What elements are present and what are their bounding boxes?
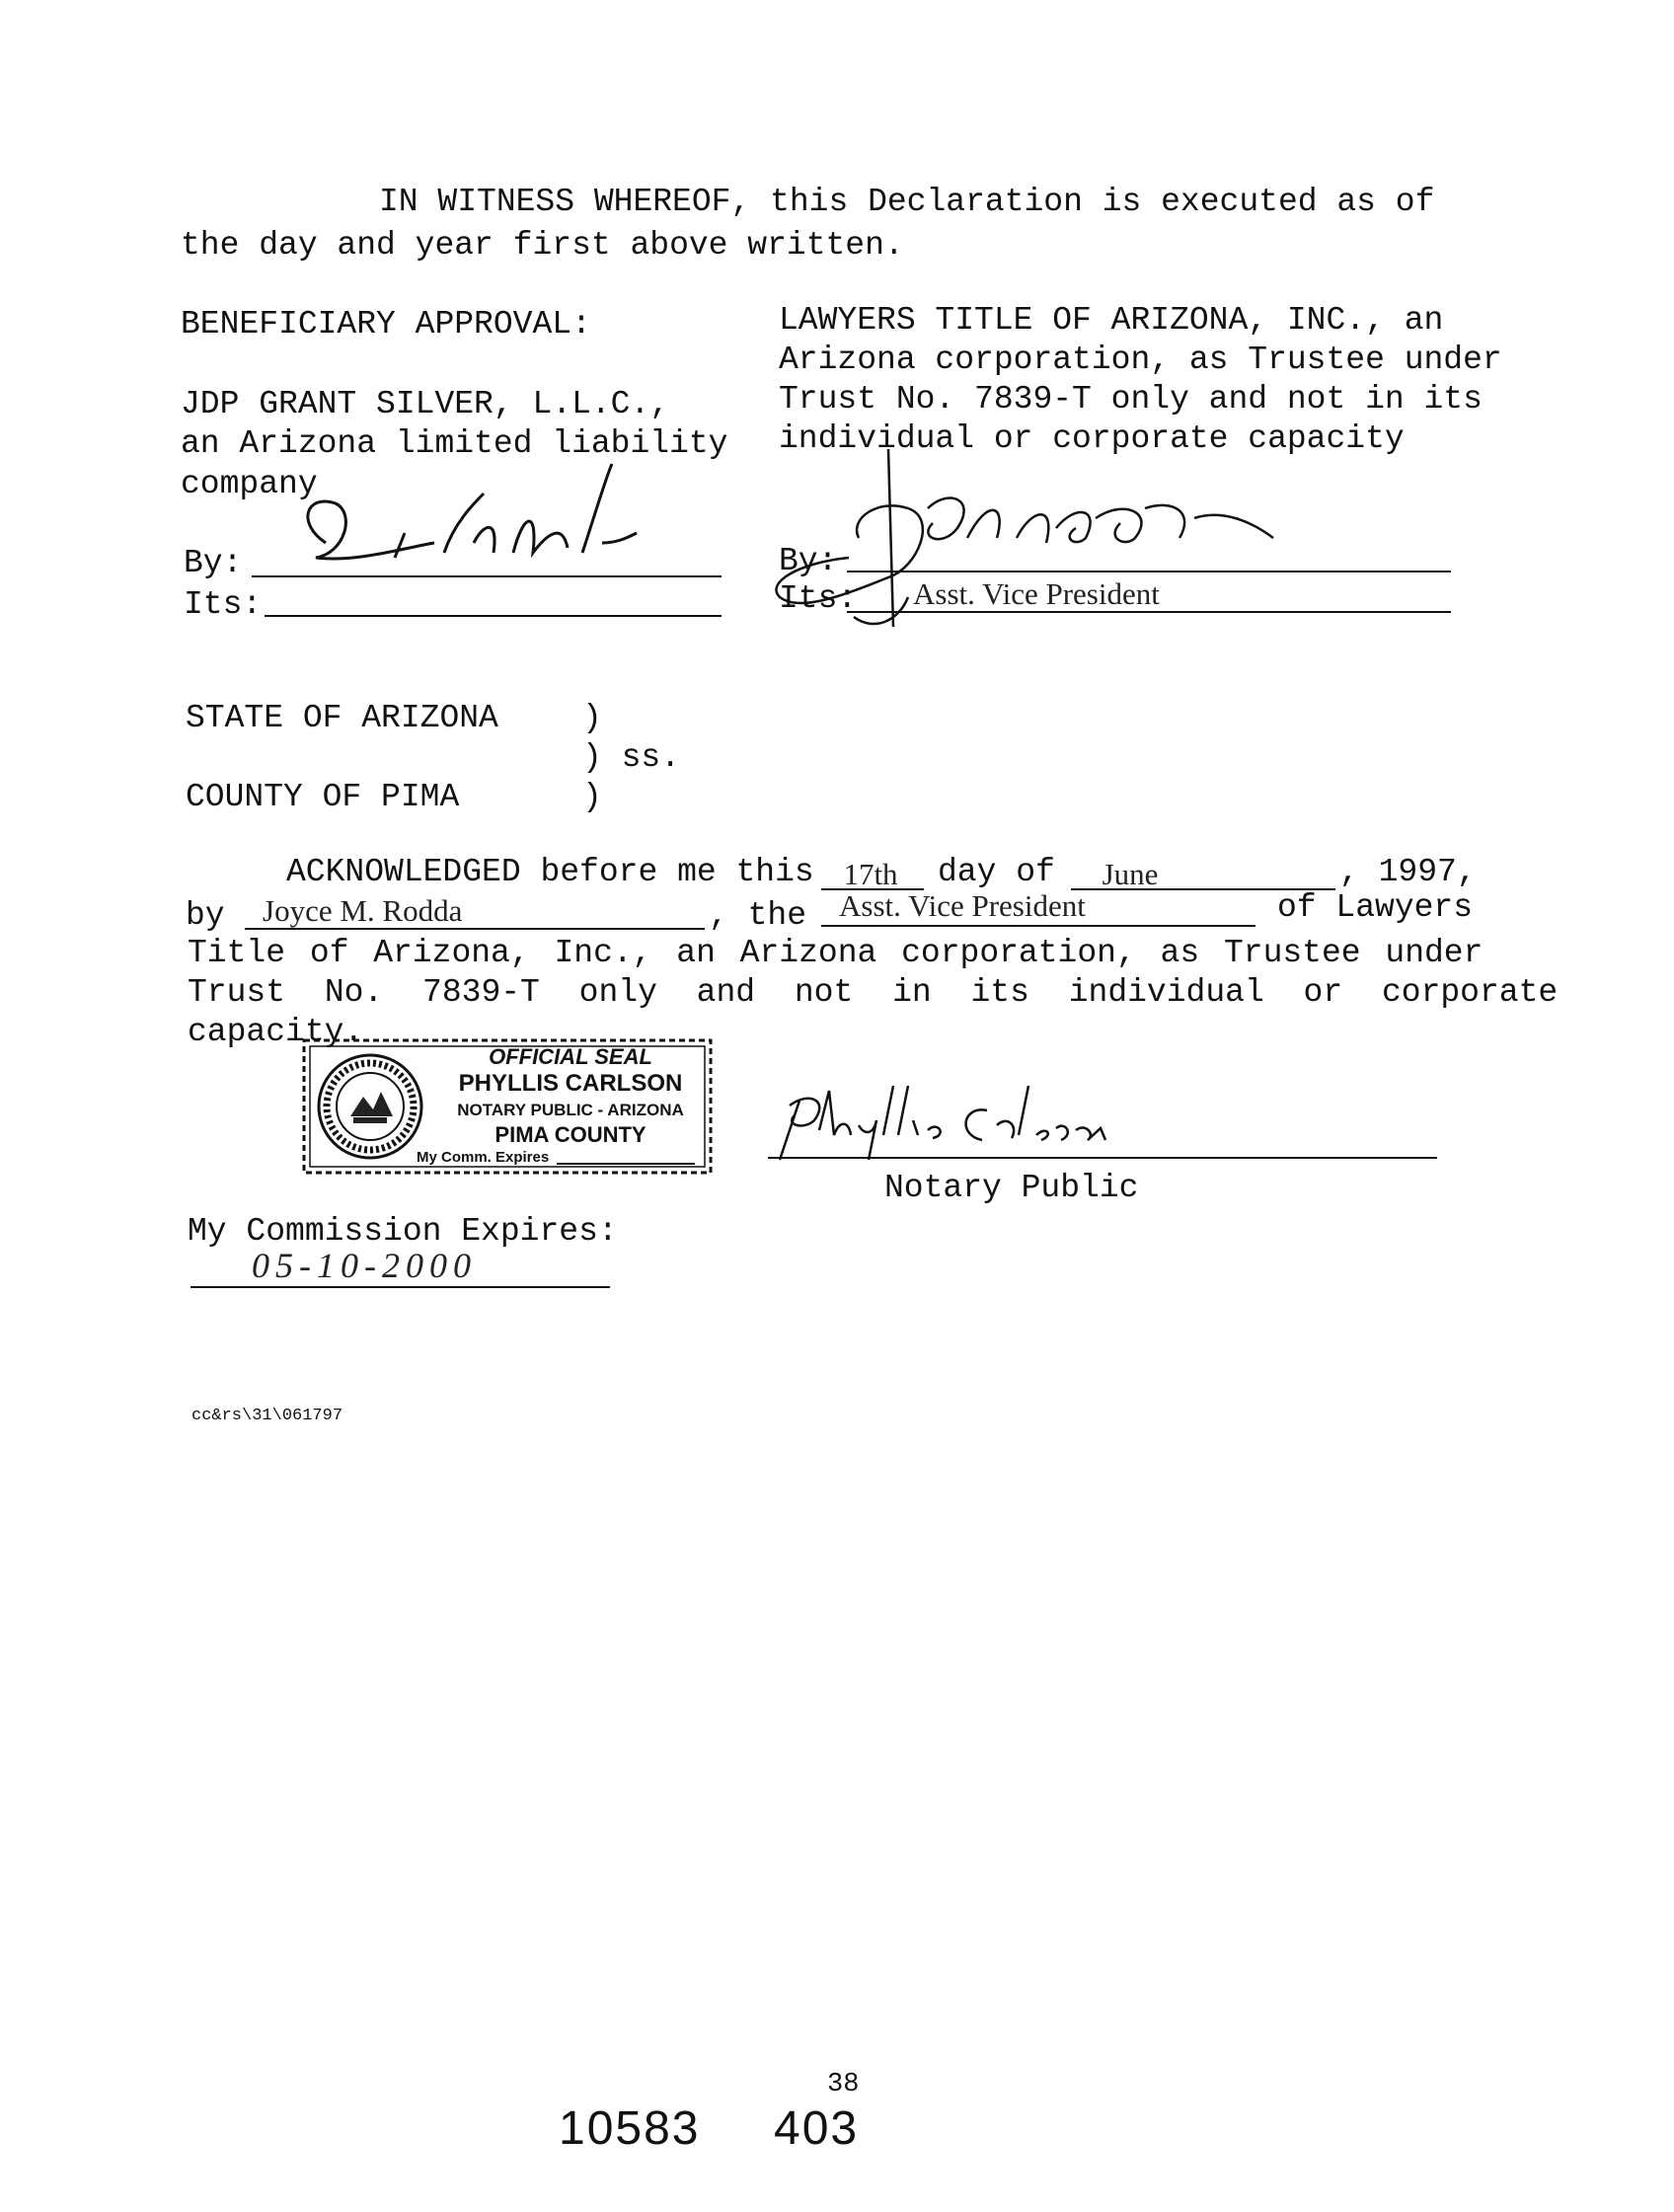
notary-sig-line <box>768 1157 1437 1159</box>
ack-the: , the <box>709 897 807 934</box>
beneficiary-signature <box>286 464 661 582</box>
beneficiary-by-label: By: <box>184 545 243 581</box>
trustee-line-4: individual or corporate capacity <box>779 420 1405 457</box>
page-number: 38 <box>827 2070 860 2099</box>
witness-line-1: IN WITNESS WHEREOF, this Declaration is executed as of <box>379 184 1435 220</box>
ack-of-lawyers: of Lawyers <box>1277 889 1474 926</box>
venue-state: STATE OF ARIZONA <box>186 700 498 736</box>
ack-line-3: Title of Arizona, Inc., an Arizona corporation, as Trustee under <box>188 935 1484 971</box>
venue-county: COUNTY OF PIMA <box>186 779 460 815</box>
ack-lead: ACKNOWLEDGED before me this <box>286 854 814 890</box>
witness-line-2: the day and year first above written. <box>181 227 904 264</box>
ack-line-5: capacity. <box>188 1014 364 1050</box>
seal-name: PHYLLIS CARLSON <box>458 1070 683 1097</box>
seal-county: PIMA COUNTY <box>495 1122 647 1147</box>
ack-month: June <box>1102 857 1159 891</box>
commission-date: 05-10-2000 <box>252 1246 477 1285</box>
trustee-line-2: Arizona corporation, as Trustee under <box>779 342 1502 378</box>
venue-paren-1: ) <box>582 700 602 736</box>
ack-line-4: Trust No. 7839-T only and not in its individual or corporate <box>188 974 1559 1011</box>
page-stamp: 403 <box>774 2102 860 2155</box>
beneficiary-its-label: Its: <box>184 586 263 623</box>
ack-by: by <box>186 897 225 934</box>
commission-line <box>190 1286 610 1288</box>
notary-label: Notary Public <box>884 1170 1139 1206</box>
trustee-by-label: By: <box>779 543 838 579</box>
seal-official: OFFICIAL SEAL <box>489 1044 652 1069</box>
file-code: cc&rs\31\061797 <box>191 1407 343 1425</box>
trustee-line-1: LAWYERS TITLE OF ARIZONA, INC., an <box>779 302 1444 339</box>
beneficiary-desc-1: an Arizona limited liability <box>181 425 728 462</box>
trustee-its-value: Asst. Vice President <box>913 576 1160 611</box>
beneficiary-heading: BENEFICIARY APPROVAL: <box>181 306 591 343</box>
ack-day: 17th <box>843 857 898 891</box>
docket-number: 10583 <box>559 2102 701 2155</box>
ack-name-line <box>245 928 705 930</box>
ack-title-line <box>821 925 1256 927</box>
beneficiary-desc-2: company <box>181 466 318 502</box>
ack-name: Joyce M. Rodda <box>263 893 463 928</box>
ack-year: , 1997, <box>1339 854 1477 890</box>
beneficiary-its-line <box>265 615 722 617</box>
seal-expires: My Comm. Expires <box>417 1149 550 1166</box>
trustee-its-label: Its: <box>779 580 858 617</box>
venue-paren-ss: ) ss. <box>582 739 681 776</box>
ack-title: Asst. Vice President <box>839 888 1086 923</box>
ack-day-of: day of <box>938 854 1055 890</box>
arizona-state-seal-icon <box>316 1052 424 1161</box>
trustee-signature <box>760 449 1293 647</box>
seal-expires-line <box>557 1163 695 1165</box>
venue-paren-3: ) <box>582 779 602 815</box>
seal-notary: NOTARY PUBLIC - ARIZONA <box>457 1101 684 1119</box>
commission-label: My Commission Expires: <box>188 1213 618 1250</box>
notary-seal-stamp <box>298 1034 717 1179</box>
trustee-line-3: Trust No. 7839-T only and not in its <box>779 381 1483 418</box>
beneficiary-name: JDP GRANT SILVER, L.L.C., <box>181 386 670 422</box>
